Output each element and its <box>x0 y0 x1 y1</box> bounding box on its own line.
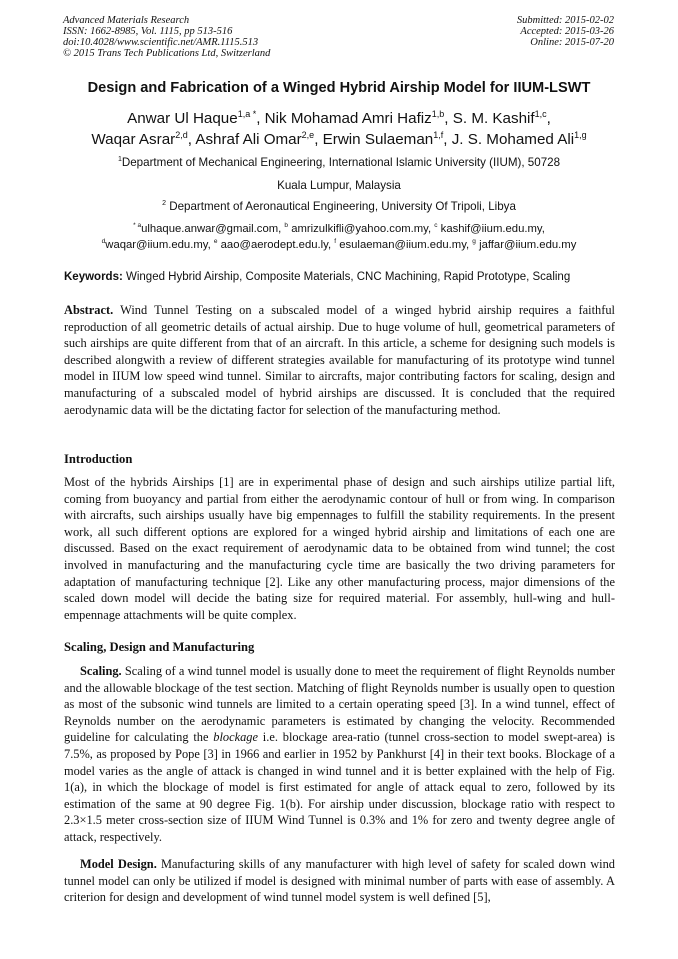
abstract <box>64 302 615 418</box>
paper-title: Design and Fabrication of a Winged Hybrid Airship Model for IIUM-LSWT <box>87 80 591 96</box>
blockage-term: blockage <box>213 730 258 745</box>
journal-name: Advanced Materials Research <box>63 15 190 26</box>
abstract-text: Wind Tunnel Testing on a subscaled model of a winged hybrid airship requires a faithful reproduction of all geometric details of actual airship. Due to huge volume of hull, geometrical parameters of such airships are quite different from that of an aircraft. In this article, a scheme for designing such models is described alongwith a review of different strategies available for manufacturing of its prototype wind tunnel model in IIUM low speed wind tunnel. Similar to aircrafts, major contributing factors for scaling, design and manufacturing of a subscaled model of hybrid airships are discussed. It is concluded that the required aerodynamic data will be the dictating factor for selection of the manufacturing method. <box>64 303 615 417</box>
introduction-text: Most of the hybrids Airships [1] are in experimental phase of design and such airships utilize partial lift, coming from buoyancy and partial from either the aerodynamic contour of hull or from wing. In comparison with aircrafts, such airships usually have big empennages to fulfill the stability requirements. In the present work, all such different options are explored for a winged hybrid airship and limitations of each one are discussed. Based on the exact requirement of aerodynamic data to be obtained from wind tunnel; the cost involved in manufacturing and the manufacturing cycle time are basically the two driving parameters for adaptation of manufacturing technique [2]. Like any other manufacturing process, major dimensions of the scaled down model will decide the bating size for required material. For assembly, hull-wing and hull-empennage attachments will be quite complex. <box>64 475 615 622</box>
email-list <box>40 221 638 253</box>
author: Erwin Sulaeman$^{1,f}$, <box>322 130 452 148</box>
email[interactable]: $^f$ esulaeman@iium.edu.my, <box>334 238 473 251</box>
scaling-paragraph: Scaling. Scaling of a wind tunnel model is usually done to meet the requirement of flight Reynolds number and the allowable blockage of the test section. Matching of flight Reynolds number is usually open to question as most of the subsonic wind tunnels are limited to a certain operating speed [3]. In a wind tunnel, effect of Reynolds number on the aerodynamic parameters is estimated by changing the velocity. Recommended guideline for calculating the blockage i.e. blockage area-ratio (tunnel cross-section to model swept-area) is 7.5%, as proposed by Pope [3] in 1966 and earlier in 1952 by Pankhurst [4] in their text books. Blockage of a model varies as the angle of attack is changed in wind tunnel and it is better explained with the help of Fig. 1(a), in which the blockage of model is first estimated for angle of attack equal to zero, followed by its estimation of the same at 90 degree Fig. 1(b). For airship under discussion, blockage ratio with respect to 2.3×1.5 meter cross-section size of IIUM Wind Tunnel is 0.3% and 1% for zero and twenty degree angle of attack, respectively. <box>64 664 615 844</box>
author: Nik Mohamad Amri Hafiz$^{1,b}$, <box>264 109 453 127</box>
submitted-date: Submitted: 2015-02-02 <box>516 15 614 26</box>
affiliation-1-city: Kuala Lumpur, Malaysia <box>277 179 401 192</box>
dates-info <box>517 15 614 48</box>
author: S. M. Kashif$^{1,c}$, <box>452 109 551 127</box>
email[interactable]: $^e$ aao@aerodept.edu.ly, <box>213 238 335 251</box>
model-design-paragraph <box>64 856 615 906</box>
issn: ISSN: 1662-8985, Vol. 1115, pp 513-516 <box>63 26 233 37</box>
keywords <box>64 271 624 283</box>
doi: doi:10.4028/www.scientific.net/AMR.1115.513 <box>63 37 259 48</box>
affiliation-2: $^2$ Department of Aeronautical Engineering, University Of Tripoli, Libya <box>162 200 516 213</box>
journal-info <box>63 15 270 59</box>
email[interactable]: $^b$ amrizulkifli@yahoo.com.my, <box>284 222 435 235</box>
model-design-label: Model Design. <box>80 857 157 871</box>
copyright: © 2015 Trans Tech Publications Ltd, Switzerland <box>63 48 271 59</box>
email[interactable]: $^d$waqar@iium.edu.my, <box>101 238 214 251</box>
abstract-label: Abstract. <box>64 303 114 317</box>
introduction-heading: Introduction <box>64 452 133 466</box>
author-list <box>40 108 638 150</box>
email[interactable]: $^{* a}$ulhaque.anwar@gmail.com, <box>133 222 285 235</box>
online-date: Online: 2015-07-20 <box>530 37 614 48</box>
email[interactable]: $^g$ jaffar@iium.edu.my <box>472 238 577 251</box>
author: J. S. Mohamed Ali$^{1,g}$ <box>451 130 587 148</box>
author: Ashraf Ali Omar$^{2,e}$, <box>195 130 323 148</box>
author: Waqar Asrar$^{2,d}$, <box>91 130 196 148</box>
scaling-heading: Scaling, Design and Manufacturing <box>64 640 255 654</box>
keywords-text: Winged Hybrid Airship, Composite Materials, CNC Machining, Rapid Prototype, Scaling <box>126 271 571 283</box>
author: Anwar Ul Haque$^{1,a *}$, <box>127 109 265 127</box>
affiliation-1: $^1$Department of Mechanical Engineering, International Islamic University (IIUM), 50728 <box>117 156 561 169</box>
email[interactable]: $^c$ kashif@iium.edu.my, <box>434 222 545 235</box>
model-design-text: Manufacturing skills of any manufacturer with high level of safety for scaled down wind tunnel model can only be utilized if model is designed with minimal number of parts with ease of assembly. A criterion for design and development of wind tunnel model system is well defined [5], <box>64 857 615 905</box>
keywords-label: Keywords: <box>64 271 123 283</box>
scaling-label: Scaling. <box>80 664 122 678</box>
accepted-date: Accepted: 2015-03-26 <box>520 26 614 37</box>
